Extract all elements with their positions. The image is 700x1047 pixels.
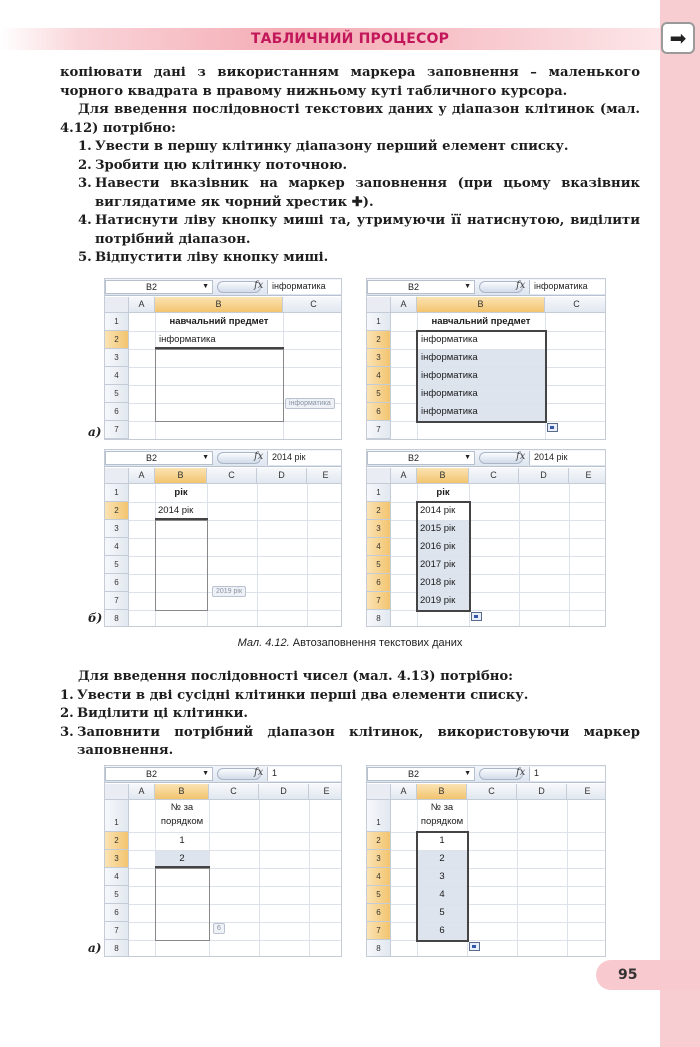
- row-header[interactable]: 2: [367, 502, 391, 520]
- spreadsheet-numbers-before: [104, 765, 342, 957]
- column-header[interactable]: D: [519, 468, 569, 484]
- row-header[interactable]: 7: [367, 421, 391, 439]
- column-header[interactable]: A: [391, 784, 417, 800]
- row-header[interactable]: 7: [105, 922, 129, 940]
- spreadsheet-b-before: [104, 449, 342, 627]
- row-header[interactable]: 6: [105, 403, 129, 421]
- row-header[interactable]: 5: [105, 385, 129, 403]
- fill-tooltip: інформатика: [285, 398, 335, 409]
- drag-range: [155, 520, 208, 611]
- data-cell[interactable]: 2018 рік: [420, 577, 456, 588]
- column-header[interactable]: C: [545, 297, 606, 313]
- data-cell[interactable]: 2016 рік: [420, 541, 456, 552]
- header-cell[interactable]: рік: [174, 487, 188, 498]
- name-box[interactable]: B2 ▼: [367, 451, 475, 465]
- column-header[interactable]: E: [309, 784, 342, 800]
- panel-label: а): [88, 941, 102, 955]
- data-cell[interactable]: 2: [179, 853, 185, 864]
- row-header[interactable]: 2: [105, 832, 129, 850]
- data-cell[interactable]: 6: [439, 925, 445, 936]
- row-header[interactable]: 7: [105, 421, 129, 439]
- data-cell[interactable]: інформатика: [421, 406, 478, 417]
- data-cell[interactable]: інформатика: [159, 334, 216, 345]
- row-header[interactable]: 3: [105, 349, 129, 367]
- page-number: 95: [596, 960, 700, 990]
- row-header[interactable]: 6: [367, 403, 391, 421]
- row-header[interactable]: 3: [367, 850, 391, 868]
- chevron-down-icon: ▼: [202, 283, 209, 290]
- chevron-down-icon: ▼: [202, 454, 209, 461]
- data-cell[interactable]: 1: [179, 835, 185, 846]
- row-header[interactable]: 3: [105, 850, 129, 868]
- row-header[interactable]: 1: [105, 800, 129, 832]
- column-header[interactable]: B: [155, 784, 209, 800]
- data-cell[interactable]: 5: [439, 907, 445, 918]
- data-cell[interactable]: інформатика: [421, 352, 478, 363]
- data-cell[interactable]: 3: [439, 871, 445, 882]
- data-cell[interactable]: 2017 рік: [420, 559, 456, 570]
- spreadsheet-b-after: [366, 449, 606, 627]
- formula-bar: [367, 450, 605, 467]
- spreadsheet-a-after: [366, 278, 606, 440]
- row-header[interactable]: 5: [367, 556, 391, 574]
- header-cell-line-2[interactable]: порядком: [160, 816, 204, 827]
- header-cell[interactable]: рік: [436, 487, 450, 498]
- row-header[interactable]: 5: [367, 886, 391, 904]
- autofill-options-icon[interactable]: [469, 942, 480, 951]
- formula-bar: [105, 766, 341, 783]
- column-header[interactable]: A: [391, 468, 417, 484]
- row-header[interactable]: 8: [105, 610, 129, 627]
- formula-input[interactable]: 2014 рік: [529, 451, 605, 465]
- formula-input[interactable]: інформатика: [529, 280, 605, 294]
- figure-caption-text: Автозаповнення текстових даних: [289, 637, 463, 649]
- row-header[interactable]: 4: [105, 367, 129, 385]
- row-header[interactable]: 5: [105, 886, 129, 904]
- column-header[interactable]: E: [307, 468, 342, 484]
- figure-caption: [0, 637, 700, 649]
- chevron-down-icon: ▼: [464, 454, 471, 461]
- row-header[interactable]: 1: [367, 800, 391, 832]
- fx-icon: fx: [516, 280, 526, 291]
- row-header[interactable]: 4: [105, 868, 129, 886]
- fx-icon: fx: [254, 280, 264, 291]
- chevron-down-icon: ▼: [464, 283, 471, 290]
- chapter-title: ТАБЛИЧНИЙ ПРОЦЕСОР: [250, 31, 450, 47]
- name-box[interactable]: B2 ▼: [367, 767, 475, 781]
- row-header[interactable]: 2: [367, 832, 391, 850]
- data-cell[interactable]: 2014 рік: [158, 505, 194, 516]
- row-header[interactable]: 5: [105, 556, 129, 574]
- name-box[interactable]: B2 ▼: [105, 280, 213, 294]
- column-header[interactable]: B: [417, 297, 545, 313]
- header-cell-line-1[interactable]: № за: [430, 802, 454, 813]
- data-cell[interactable]: 2019 рік: [420, 595, 456, 606]
- arrow-right-icon: ➡: [661, 22, 695, 54]
- column-header[interactable]: D: [257, 468, 307, 484]
- formula-input[interactable]: інформатика: [267, 280, 341, 294]
- column-header[interactable]: C: [469, 468, 519, 484]
- select-all-corner[interactable]: [367, 784, 391, 800]
- data-cell[interactable]: інформатика: [421, 388, 478, 399]
- drag-range: [155, 349, 284, 422]
- formula-input[interactable]: 2014 рік: [267, 451, 341, 465]
- column-header[interactable]: A: [129, 297, 155, 313]
- row-header[interactable]: 7: [367, 592, 391, 610]
- list-item: 1. Увести в першу клітинку діапазону перший елемент списку.: [78, 139, 569, 154]
- formula-bar: [367, 279, 605, 296]
- select-all-corner[interactable]: [105, 297, 129, 313]
- figure-number: Мал. 4.12.: [237, 637, 290, 649]
- selected-range: [416, 831, 469, 942]
- data-cell[interactable]: 4: [439, 889, 445, 900]
- name-box[interactable]: B2 ▼: [105, 767, 213, 781]
- row-header[interactable]: 6: [105, 904, 129, 922]
- column-header[interactable]: D: [517, 784, 567, 800]
- spreadsheet-a-before: [104, 278, 342, 440]
- row-header[interactable]: 6: [105, 574, 129, 592]
- panel-label: а): [88, 425, 102, 439]
- data-cell[interactable]: інформатика: [421, 334, 478, 345]
- column-header[interactable]: C: [283, 297, 342, 313]
- column-header[interactable]: B: [417, 784, 467, 800]
- row-header[interactable]: 4: [367, 538, 391, 556]
- intro-paragraph-2: Для введення послідовності текстових даних у діапазон клітинок (мал. 4.12) потрібно:: [60, 102, 640, 136]
- header-cell[interactable]: навчальний предмет: [431, 316, 531, 327]
- numeric-intro: Для введення послідовності чисел (мал. 4.13) потрібно:: [78, 669, 514, 684]
- column-header[interactable]: B: [155, 297, 283, 313]
- list-item: 2. Виділити ці клітинки.: [60, 706, 249, 721]
- row-header[interactable]: 1: [367, 313, 391, 331]
- list-item: 4. Натиснути ліву кнопку миші та, утримуючи її натиснутою, виділити потрібний діапазон.: [78, 213, 640, 247]
- row-header[interactable]: 3: [367, 349, 391, 367]
- row-header[interactable]: 8: [367, 940, 391, 957]
- name-box[interactable]: B2 ▼: [367, 280, 475, 294]
- data-cell[interactable]: інформатика: [421, 370, 478, 381]
- data-cell[interactable]: 2015 рік: [420, 523, 456, 534]
- side-strip: [660, 0, 700, 1047]
- panel-label: б): [88, 611, 103, 625]
- column-header[interactable]: E: [569, 468, 606, 484]
- column-header[interactable]: B: [417, 468, 469, 484]
- formula-bar: [367, 766, 605, 783]
- data-cell[interactable]: 2014 рік: [420, 505, 456, 516]
- row-header[interactable]: 4: [367, 367, 391, 385]
- list-item: 5. Відпустити ліву кнопку миші.: [78, 250, 329, 265]
- formula-bar: [105, 450, 341, 467]
- data-cell[interactable]: 2: [439, 853, 445, 864]
- intro-text: [60, 64, 640, 268]
- chevron-down-icon: ▼: [464, 770, 471, 777]
- row-header[interactable]: 4: [367, 868, 391, 886]
- fx-icon: fx: [516, 767, 526, 778]
- selected-range: [416, 501, 471, 612]
- row-header[interactable]: 6: [367, 904, 391, 922]
- header-cell-line-1[interactable]: № за: [170, 802, 194, 813]
- row-header[interactable]: 2: [105, 331, 129, 349]
- numeric-text: [60, 668, 640, 761]
- column-header[interactable]: A: [391, 297, 417, 313]
- list-item: 3. Навести вказівник на маркер заповнення (при цьому вказівник виглядатиме як чорний хрестик ✚).: [78, 176, 640, 210]
- list-item: 3. Заповнити потрібний діапазон клітинок, використовуючи маркер заповнення.: [60, 724, 640, 758]
- row-header[interactable]: 3: [105, 520, 129, 538]
- row-header[interactable]: 7: [367, 922, 391, 940]
- header-cell-line-2[interactable]: порядком: [420, 816, 464, 827]
- formula-bar: [105, 279, 341, 296]
- column-header[interactable]: B: [155, 468, 207, 484]
- row-header[interactable]: 4: [105, 538, 129, 556]
- data-cell[interactable]: 1: [439, 835, 445, 846]
- column-header[interactable]: C: [209, 784, 259, 800]
- select-all-corner[interactable]: [367, 468, 391, 484]
- row-header[interactable]: 2: [105, 502, 129, 520]
- intro-paragraph-1: копіювати дані з використанням маркера заповнення – маленького чорного квадрата в правому нижньому куті табличного курсора.: [60, 65, 640, 99]
- autofill-options-icon[interactable]: [547, 423, 558, 432]
- select-all-corner[interactable]: [105, 468, 129, 484]
- row-header[interactable]: 8: [105, 940, 129, 957]
- chevron-down-icon: ▼: [202, 770, 209, 777]
- column-header[interactable]: E: [567, 784, 606, 800]
- column-header[interactable]: C: [467, 784, 517, 800]
- autofill-options-icon[interactable]: [471, 612, 482, 621]
- list-item: 2. Зробити цю клітинку поточною.: [78, 157, 348, 173]
- row-header[interactable]: 7: [105, 592, 129, 610]
- row-header[interactable]: 5: [367, 385, 391, 403]
- formula-input[interactable]: 1: [267, 767, 341, 781]
- formula-input[interactable]: 1: [529, 767, 605, 781]
- fill-tooltip: 6: [213, 923, 225, 934]
- fill-tooltip: 2019 рік: [212, 586, 246, 597]
- select-all-corner[interactable]: [367, 297, 391, 313]
- row-header[interactable]: 8: [367, 610, 391, 627]
- row-header[interactable]: 1: [105, 484, 129, 502]
- column-header[interactable]: A: [129, 468, 155, 484]
- row-header[interactable]: 1: [367, 484, 391, 502]
- row-header[interactable]: 3: [367, 520, 391, 538]
- spreadsheet-numbers-after: [366, 765, 606, 957]
- fx-icon: fx: [254, 451, 264, 462]
- fx-icon: fx: [254, 767, 264, 778]
- list-item: 1. Увести в дві сусідні клітинки перші два елементи списку.: [60, 687, 529, 703]
- column-header[interactable]: A: [129, 784, 155, 800]
- row-header[interactable]: 6: [367, 574, 391, 592]
- column-header[interactable]: D: [259, 784, 309, 800]
- row-header[interactable]: 1: [105, 313, 129, 331]
- header-cell[interactable]: навчальний предмет: [169, 316, 269, 327]
- drag-range: [155, 868, 210, 941]
- selected-range: [416, 330, 547, 423]
- select-all-corner[interactable]: [105, 784, 129, 800]
- fx-icon: fx: [516, 451, 526, 462]
- column-header[interactable]: C: [207, 468, 257, 484]
- name-box[interactable]: B2 ▼: [105, 451, 213, 465]
- row-header[interactable]: 2: [367, 331, 391, 349]
